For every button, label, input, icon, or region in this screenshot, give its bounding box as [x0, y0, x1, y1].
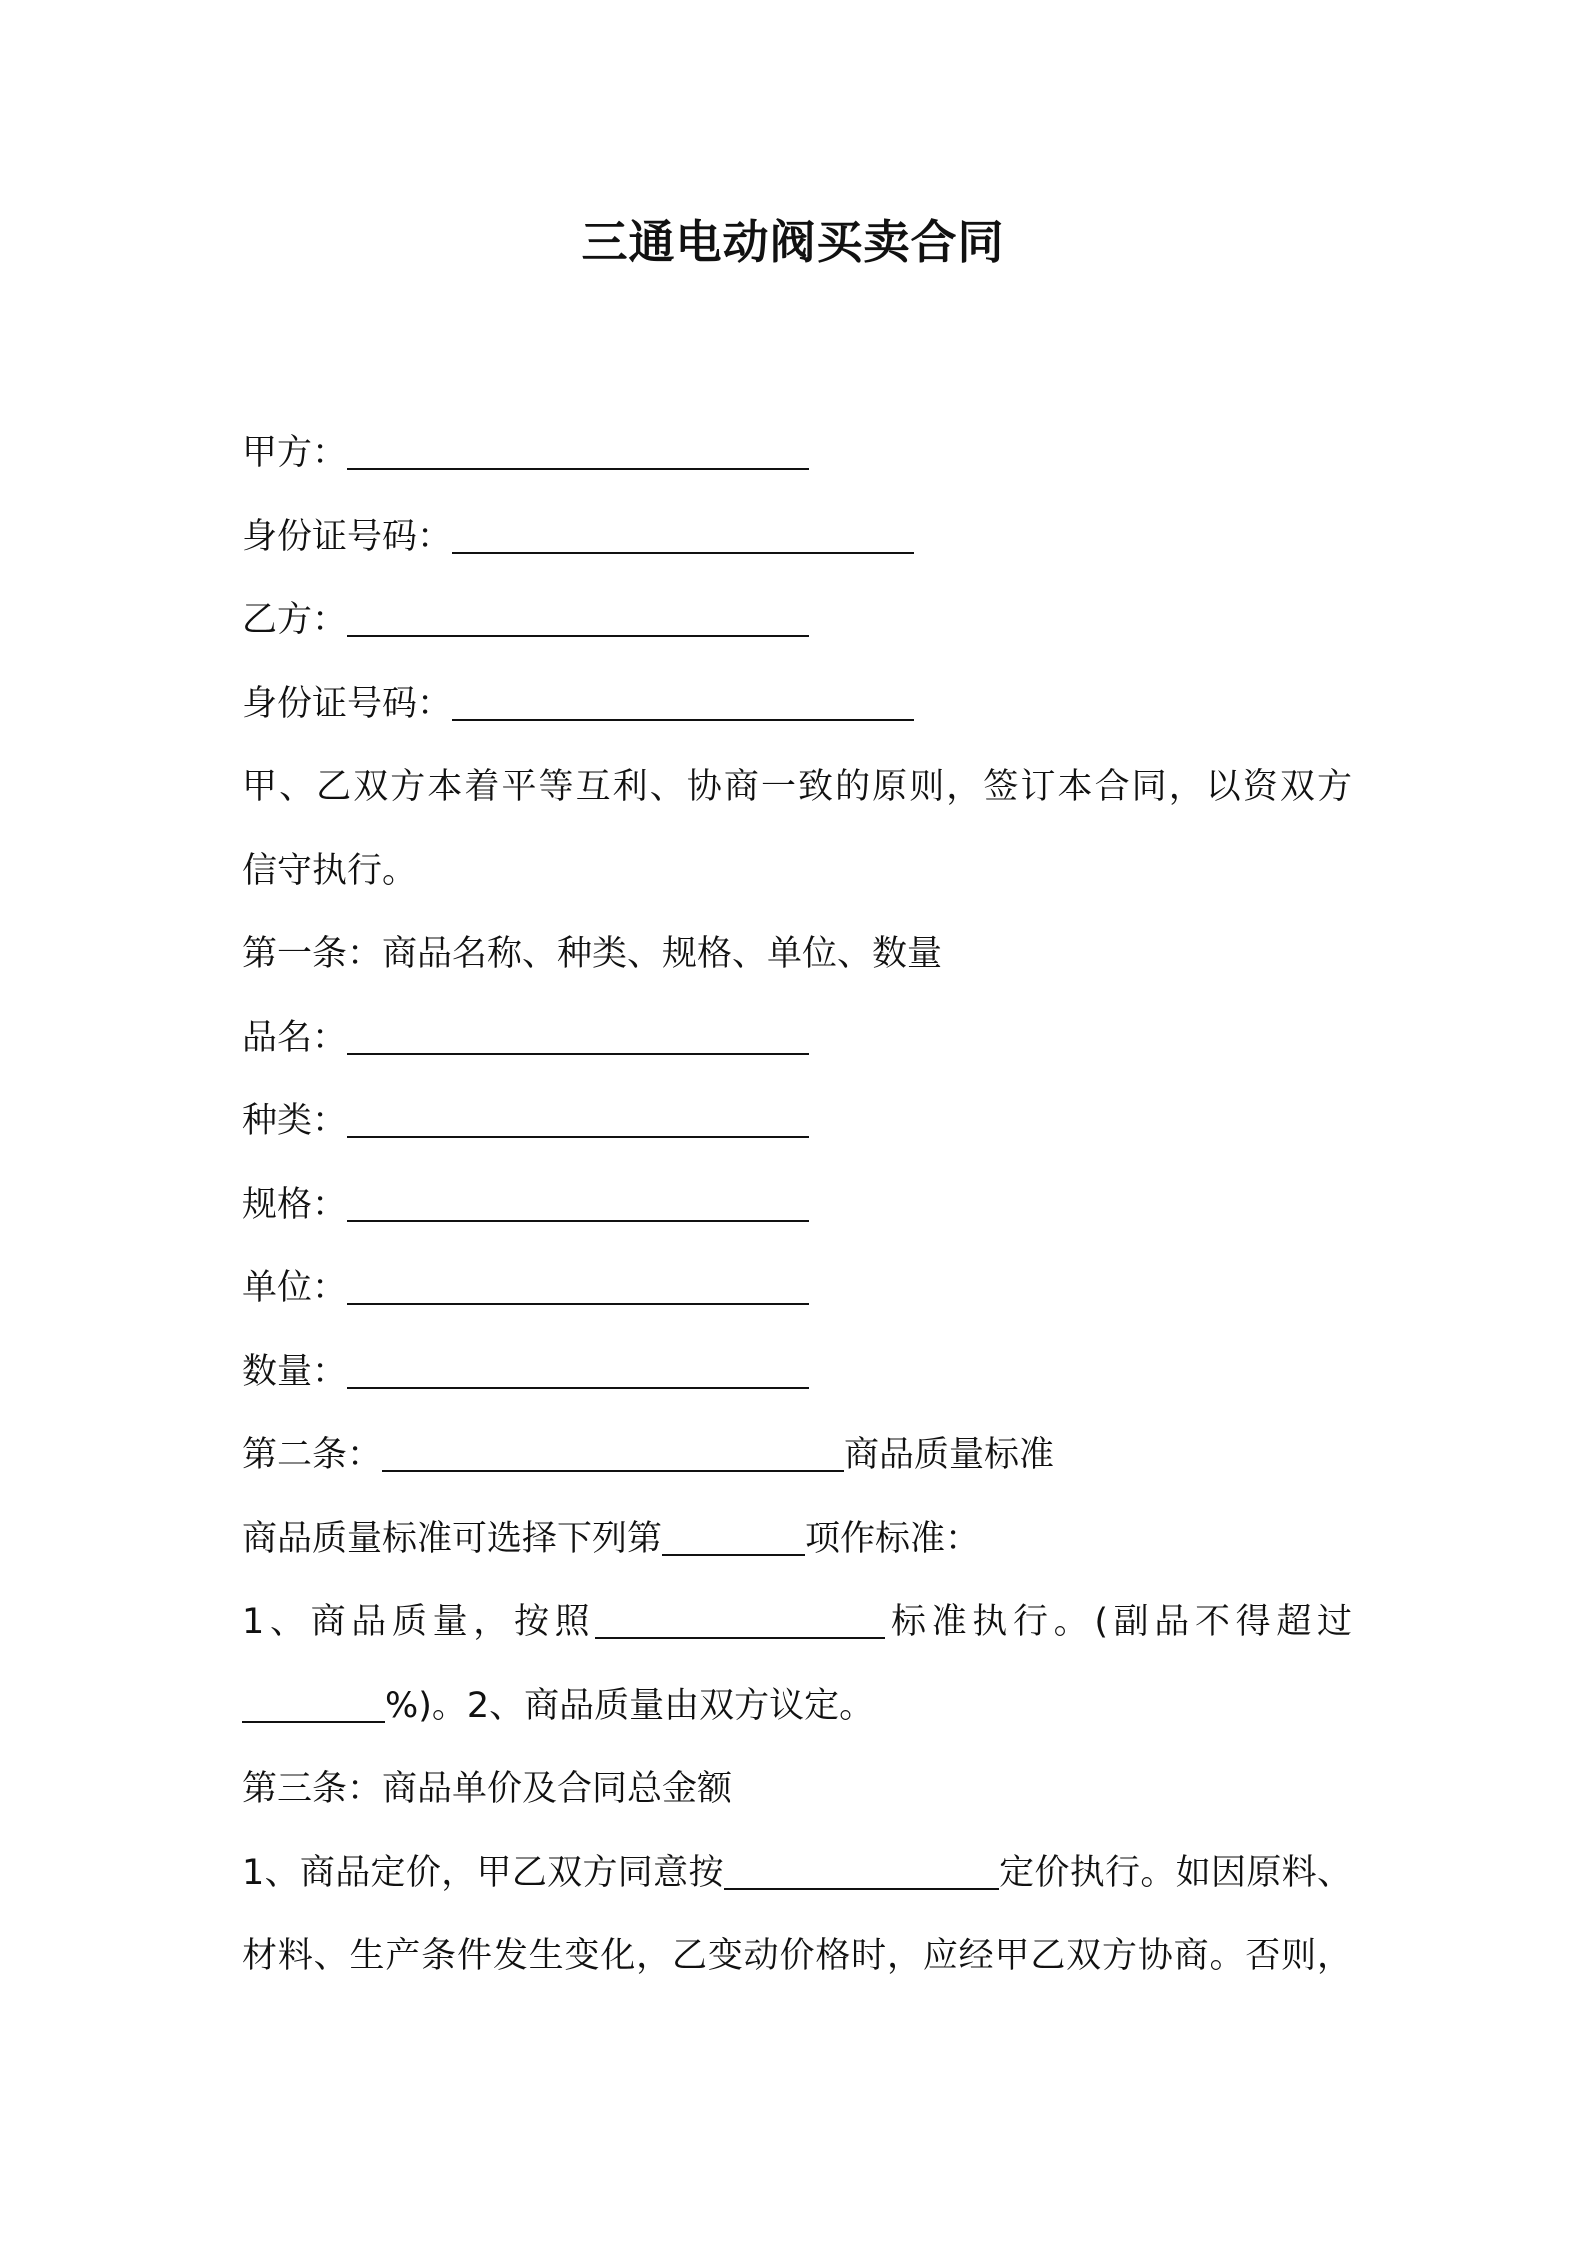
product-quantity-line [242, 1331, 1352, 1415]
quality-standard-line [242, 1498, 1352, 1582]
product-name-label: 品名： [242, 1017, 348, 1058]
party-b-label: 乙方： [242, 600, 348, 640]
product-name-blank[interactable] [347, 1019, 809, 1055]
intro-line-1: 甲、乙双方本着平等互利、协商一致的原则，签订本合同，以资双方 [242, 767, 1352, 807]
quality-item-1-line [242, 1581, 1352, 1665]
document-title: 三通电动阀买卖合同 [581, 215, 1005, 269]
party-a-blank[interactable] [347, 434, 809, 470]
product-spec-blank[interactable] [347, 1186, 809, 1222]
quality-standard-blank[interactable] [662, 1520, 805, 1556]
intro-line-2: 信守执行。 [242, 850, 418, 891]
quality-item-1-cont-line [242, 1665, 1352, 1749]
product-spec-line [242, 1164, 1352, 1248]
article-1-heading: 第一条：商品名称、种类、规格、单位、数量 [242, 934, 943, 974]
id-a-blank[interactable] [452, 518, 914, 554]
article-2-heading [242, 1414, 1352, 1498]
product-unit-line [242, 1247, 1352, 1331]
contract-body [242, 412, 1352, 1999]
quality-item-1-suffix: 标准执行。(副品不得超过 [885, 1602, 1352, 1642]
price-item-1-prefix: 1、商品定价，甲乙双方同意按 [242, 1852, 724, 1893]
price-item-1-suffix: 定价执行。如因原料、 [998, 1852, 1352, 1893]
id-a-label: 身份证号码： [242, 516, 453, 557]
id-b-blank[interactable] [452, 685, 914, 721]
id-b-label: 身份证号码： [242, 683, 453, 724]
id-a-line [242, 496, 1352, 580]
product-type-label: 种类： [242, 1101, 348, 1141]
product-quantity-blank[interactable] [347, 1353, 809, 1389]
id-b-line [242, 663, 1352, 747]
article-2-prefix: 第二条： [242, 1435, 383, 1475]
quality-item-1-blank[interactable] [595, 1603, 885, 1639]
quality-standard-suffix: 项作标准： [805, 1518, 981, 1559]
defect-percent-blank[interactable] [242, 1687, 385, 1723]
quality-item-1-prefix: 1、商品质量，按照 [242, 1602, 596, 1642]
quality-item-1-cont-suffix: %)。2、商品质量由双方议定。 [385, 1685, 875, 1726]
product-spec-label: 规格： [242, 1184, 348, 1225]
party-a-label: 甲方： [242, 433, 348, 473]
product-type-blank[interactable] [347, 1102, 809, 1138]
product-unit-blank[interactable] [347, 1269, 809, 1305]
price-item-1-blank[interactable] [724, 1854, 999, 1890]
price-item-1-line [242, 1832, 1352, 1916]
quality-standard-prefix: 商品质量标准可选择下列第 [242, 1518, 663, 1559]
product-type-line [242, 1080, 1352, 1164]
party-b-blank[interactable] [347, 601, 809, 637]
article-2-suffix: 商品质量标准 [844, 1435, 1055, 1475]
product-name-line [242, 997, 1352, 1081]
article-2-blank[interactable] [382, 1436, 844, 1472]
product-quantity-label: 数量： [242, 1351, 348, 1392]
price-item-1-cont-line: 材料、生产条件发生变化，乙变动价格时，应经甲乙双方协商。否则， [242, 1936, 1352, 1976]
product-unit-label: 单位： [242, 1268, 348, 1308]
party-a-line [242, 412, 1352, 496]
article-3-heading: 第三条：商品单价及合同总金额 [242, 1769, 733, 1809]
party-b-line [242, 579, 1352, 663]
